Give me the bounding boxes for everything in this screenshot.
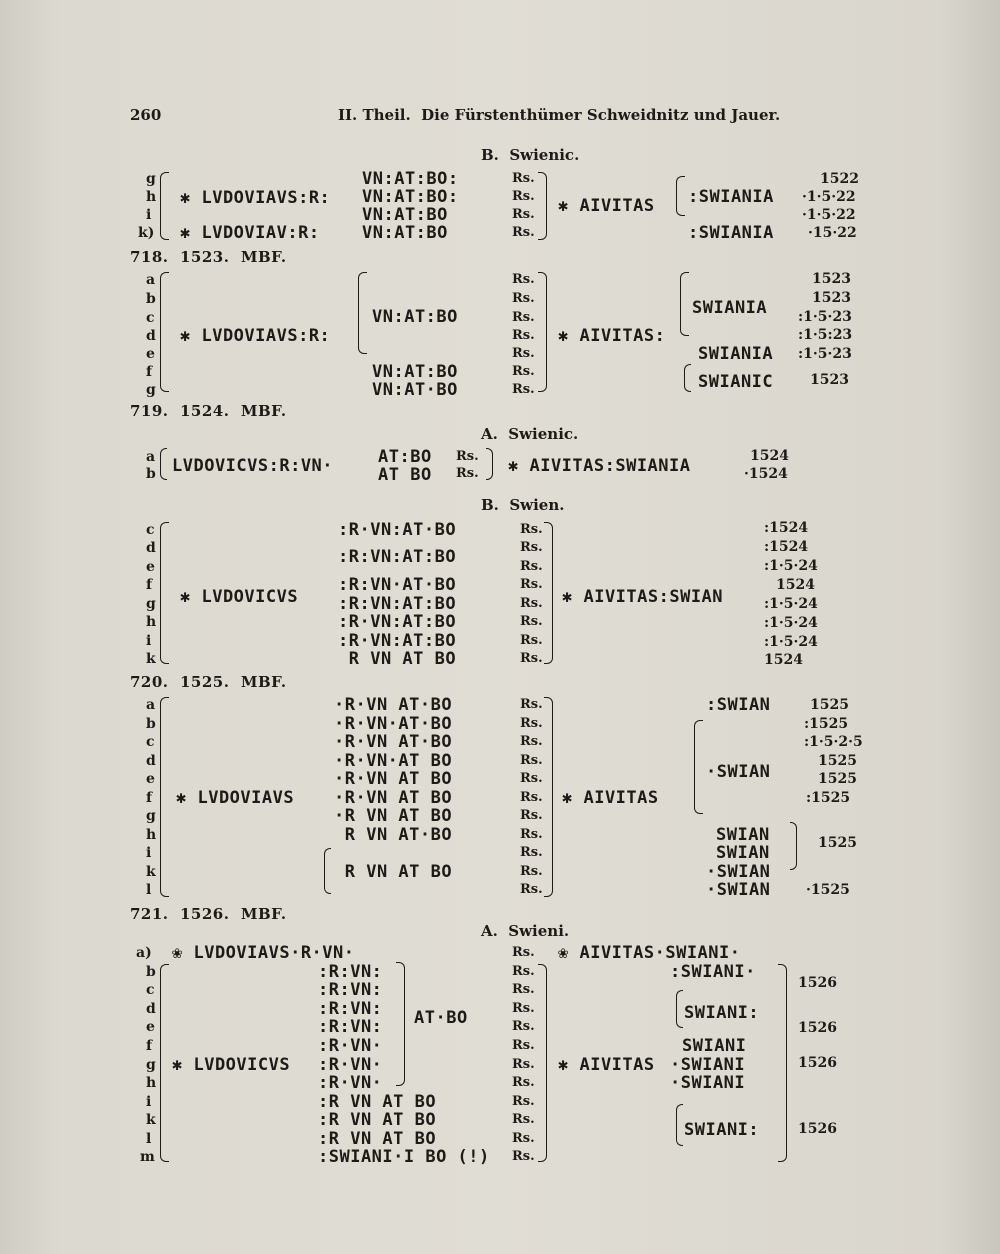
reverse-marker: Rs. — [512, 1149, 535, 1164]
reverse-marker: Rs. — [520, 651, 543, 666]
legend-text: :R:VN:AT:BO — [338, 547, 457, 567]
legend-text: ·SWIAN — [706, 762, 771, 782]
reverse-marker: Rs. — [512, 1038, 535, 1053]
date-reading: :1·5:23 — [798, 327, 853, 343]
date-reading: :1·5·24 — [764, 634, 818, 650]
reverse-marker: Rs. — [520, 882, 543, 897]
brace-left — [160, 697, 169, 897]
legend-text: ·SWIAN — [706, 862, 771, 882]
variant-letter: c — [146, 734, 155, 750]
date-reading: 1524 — [764, 652, 803, 668]
date-reading: ·1524 — [744, 466, 788, 482]
reverse-marker: Rs. — [512, 982, 535, 997]
legend-text: :R VN AT BO — [318, 1092, 437, 1112]
legend-text: ✱ AIVITAS — [558, 196, 655, 216]
legend-text: :SWIANIA — [688, 223, 774, 243]
reverse-marker: Rs. — [520, 716, 543, 731]
legend-text: AT:BO — [378, 447, 432, 467]
brace-right — [538, 172, 547, 240]
date-reading: 1522 — [820, 171, 859, 187]
reverse-marker: Rs. — [520, 808, 543, 823]
brace-right — [544, 697, 553, 897]
variant-letter: e — [146, 1019, 155, 1035]
date-reading: :1·5·23 — [798, 309, 852, 325]
legend-text: AT BO — [378, 465, 432, 485]
date-reading: :1·5·24 — [764, 615, 818, 631]
legend-text: R VN AT·BO — [334, 825, 453, 845]
variant-letter: i — [146, 207, 152, 223]
date-reading: :1·5·23 — [798, 346, 852, 362]
variant-letter: g — [146, 382, 156, 398]
legend-text: ✱ AIVITAS — [562, 788, 659, 808]
brace-right — [790, 822, 797, 870]
legend-text: :R VN AT BO — [318, 1129, 437, 1149]
variant-letter: a — [146, 449, 156, 465]
reverse-marker: Rs. — [512, 1001, 535, 1016]
legend-text: ·SWIAN — [706, 880, 771, 900]
variant-letter: c — [146, 522, 155, 538]
date-reading: :1·5·2·5 — [804, 734, 863, 750]
brace-left — [160, 172, 169, 240]
legend-text: :R:VN: — [318, 1017, 383, 1037]
legend-text: :R:VN:AT:BO — [338, 594, 457, 614]
reverse-marker: Rs. — [520, 577, 543, 592]
variant-letter: b — [146, 964, 156, 980]
reverse-marker: Rs. — [456, 449, 479, 464]
variant-letter: h — [146, 1075, 157, 1091]
legend-text: :R:VN: — [318, 999, 383, 1019]
variant-letter: m — [140, 1149, 155, 1165]
legend-text: :R·VN· — [318, 1055, 383, 1075]
date-reading: 1526 — [798, 1055, 837, 1071]
reverse-marker: Rs. — [520, 559, 543, 574]
reverse-marker: Rs. — [520, 633, 543, 648]
legend-text: VN:AT:BO — [362, 205, 448, 225]
reverse-marker: Rs. — [520, 697, 543, 712]
brace-left — [358, 272, 367, 354]
variant-letter: g — [146, 808, 156, 824]
brace-right — [396, 962, 405, 1086]
date-reading: 1524 — [750, 448, 789, 464]
reverse-marker: Rs. — [456, 466, 479, 481]
legend-text: ❀ LVDOVIAVS·R·VN· — [172, 943, 355, 963]
date-reading: 1524 — [776, 577, 815, 593]
date-reading: ·15·22 — [808, 225, 857, 241]
legend-text: :R VN AT BO — [318, 1110, 437, 1130]
legend-text: ·R VN AT BO — [334, 806, 453, 826]
legend-text: :SWIAN — [706, 695, 771, 715]
legend-text: VN:AT·BO — [372, 380, 458, 400]
variant-letter: e — [146, 346, 155, 362]
section-heading: 721. 1526. MBF. — [130, 905, 287, 923]
variant-letter: c — [146, 982, 155, 998]
variant-letter: k — [146, 864, 156, 880]
legend-text: ❀ AIVITAS·SWIANI· — [558, 943, 741, 963]
brace-left — [160, 522, 169, 664]
legend-text: :SWIANI· — [670, 962, 756, 982]
date-reading: 1526 — [798, 1121, 837, 1137]
legend-text: :R:VN·AT·BO — [338, 575, 457, 595]
brace-left — [676, 990, 683, 1028]
variant-letter: g — [146, 171, 156, 187]
variant-letter: k) — [138, 225, 155, 241]
reverse-marker: Rs. — [520, 522, 543, 537]
legend-text: ·R·VN AT BO — [334, 769, 453, 789]
running-title: II. Theil. Die Fürstenthümer Schweidnitz und Jauer. — [338, 106, 781, 124]
legend-text: ·R·VN AT BO — [334, 788, 453, 808]
legend-text: :R·VN· — [318, 1036, 383, 1056]
date-reading: 1523 — [812, 271, 851, 287]
reverse-marker: Rs. — [512, 1094, 535, 1109]
brace-left — [684, 364, 691, 392]
legend-text: LVDOVICVS:R:VN· — [172, 456, 334, 476]
variant-letter: f — [146, 577, 153, 593]
legend-text: ·R·VN AT·BO — [334, 695, 453, 715]
legend-text: :R:VN: — [318, 980, 383, 1000]
legend-text: VN:AT:BO — [372, 362, 458, 382]
reverse-marker: Rs. — [512, 189, 535, 204]
legend-text: ✱ LVDOVICVS — [172, 1055, 291, 1075]
legend-text: ✱ LVDOVIAVS — [176, 788, 295, 808]
reverse-marker: Rs. — [520, 790, 543, 805]
variant-letter: g — [146, 1057, 156, 1073]
legend-text: SWIANI: — [684, 1003, 760, 1023]
reverse-marker: Rs. — [512, 1075, 535, 1090]
legend-text: R VN AT BO — [338, 649, 457, 669]
variant-letter: k — [146, 651, 156, 667]
variant-letter: e — [146, 771, 155, 787]
reverse-marker: Rs. — [512, 310, 535, 325]
date-reading: :1525 — [806, 790, 851, 806]
variant-letter: h — [146, 189, 157, 205]
legend-text: ✱ AIVITAS:SWIANIA — [508, 456, 691, 476]
reverse-marker: Rs. — [512, 328, 535, 343]
page-number: 260 — [130, 106, 162, 124]
reverse-marker: Rs. — [512, 291, 535, 306]
variant-letter: f — [146, 790, 153, 806]
legend-text: :R·VN:AT·BO — [338, 520, 457, 540]
reverse-marker: Rs. — [512, 207, 535, 222]
legend-text: :SWIANIA — [688, 187, 774, 207]
legend-text: ·R·VN·AT·BO — [334, 714, 453, 734]
legend-text: ✱ AIVITAS:SWIAN — [562, 587, 724, 607]
legend-text: SWIANI — [682, 1036, 747, 1056]
variant-letter: a — [146, 272, 156, 288]
reverse-marker: Rs. — [520, 864, 543, 879]
legend-text: ✱ AIVITAS: — [558, 326, 666, 346]
variant-letter: l — [146, 882, 152, 898]
variant-letter: h — [146, 827, 157, 843]
legend-text: VN:AT:BO: — [362, 169, 459, 189]
date-reading: :1525 — [804, 716, 849, 732]
legend-text: ·SWIANI — [670, 1073, 746, 1093]
legend-text: VN:AT:BO — [362, 223, 448, 243]
variant-letter: g — [146, 596, 156, 612]
reverse-marker: Rs. — [512, 1019, 535, 1034]
subsection-heading: A. Swieni. — [481, 922, 570, 940]
legend-text: ·SWIANI — [670, 1055, 746, 1075]
variant-letter: d — [146, 328, 156, 344]
reverse-marker: Rs. — [520, 845, 543, 860]
reverse-marker: Rs. — [512, 1057, 535, 1072]
date-reading: :1524 — [764, 539, 809, 555]
date-reading: :1·5·24 — [764, 558, 818, 574]
legend-text: SWIAN — [716, 843, 770, 863]
variant-letter: i — [146, 1094, 152, 1110]
legend-text: ✱ AIVITAS — [558, 1055, 655, 1075]
reverse-marker: Rs. — [512, 964, 535, 979]
legend-text: ·R·VN AT·BO — [334, 732, 453, 752]
brace-left — [694, 720, 703, 814]
legend-text: AT·BO — [414, 1008, 468, 1028]
date-reading: 1525 — [818, 835, 857, 851]
brace-right — [538, 964, 547, 1162]
variant-letter: c — [146, 310, 155, 326]
brace-right — [486, 448, 493, 480]
reverse-marker: Rs. — [512, 945, 535, 960]
variant-letter: e — [146, 559, 155, 575]
reverse-marker: Rs. — [512, 1112, 535, 1127]
date-reading: 1525 — [818, 771, 857, 787]
reverse-marker: Rs. — [512, 364, 535, 379]
legend-text: VN:AT:BO: — [362, 187, 459, 207]
date-reading: 1525 — [818, 753, 857, 769]
subsection-heading: B. Swien. — [481, 496, 565, 514]
legend-text: :R:VN: — [318, 962, 383, 982]
legend-text: SWIANI: — [684, 1120, 760, 1140]
reverse-marker: Rs. — [520, 771, 543, 786]
legend-text: ✱ LVDOVIAV:R: — [180, 223, 320, 243]
reverse-marker: Rs. — [512, 225, 535, 240]
date-reading: 1523 — [812, 290, 851, 306]
date-reading: :1·5·24 — [764, 596, 818, 612]
variant-letter: i — [146, 633, 152, 649]
legend-text: R VN AT BO — [334, 862, 453, 882]
brace-left — [160, 964, 169, 1162]
variant-letter: i — [146, 845, 152, 861]
reverse-marker: Rs. — [520, 734, 543, 749]
legend-text: ✱ LVDOVIAVS:R: — [180, 188, 331, 208]
brace-left — [680, 272, 689, 336]
brace-left — [676, 1104, 683, 1146]
variant-letter: a — [146, 697, 156, 713]
subsection-heading: B. Swienic. — [481, 146, 580, 164]
reverse-marker: Rs. — [520, 614, 543, 629]
legend-text: ✱ LVDOVIAVS:R: — [180, 326, 331, 346]
brace-right — [778, 964, 787, 1162]
variant-letter: f — [146, 364, 153, 380]
variant-letter: b — [146, 466, 156, 482]
date-reading: ·1·5·22 — [802, 207, 856, 223]
brace-right — [538, 272, 547, 392]
legend-text: SWIANIA — [692, 298, 768, 318]
legend-text: ✱ LVDOVICVS — [180, 587, 299, 607]
variant-letter: d — [146, 1001, 156, 1017]
variant-letter: f — [146, 1038, 153, 1054]
variant-letter: d — [146, 753, 156, 769]
subsection-heading: A. Swienic. — [481, 425, 579, 443]
variant-letter: h — [146, 614, 157, 630]
variant-letter: b — [146, 716, 156, 732]
date-reading: 1526 — [798, 975, 837, 991]
date-reading: ·1·5·22 — [802, 189, 856, 205]
legend-text: SWIANIA — [698, 344, 774, 364]
reverse-marker: Rs. — [520, 827, 543, 842]
legend-text: VN:AT:BO — [372, 307, 458, 327]
variant-letter: a) — [136, 945, 152, 961]
reverse-marker: Rs. — [520, 540, 543, 555]
legend-text: SWIAN — [716, 825, 770, 845]
variant-letter: d — [146, 540, 156, 556]
date-reading: 1526 — [798, 1020, 837, 1036]
date-reading: ·1525 — [806, 882, 850, 898]
brace-left — [160, 272, 169, 392]
brace-right — [544, 522, 553, 664]
variant-letter: b — [146, 291, 156, 307]
section-heading: 720. 1525. MBF. — [130, 673, 287, 691]
legend-text: SWIANIC — [698, 372, 774, 392]
legend-text: :R·VN:AT:BO — [338, 631, 457, 651]
reverse-marker: Rs. — [512, 382, 535, 397]
variant-letter: k — [146, 1112, 156, 1128]
brace-left — [324, 848, 331, 894]
section-heading: 719. 1524. MBF. — [130, 402, 287, 420]
section-heading: 718. 1523. MBF. — [130, 248, 287, 266]
variant-letter: l — [146, 1131, 152, 1147]
legend-text: :R·VN:AT:BO — [338, 612, 457, 632]
reverse-marker: Rs. — [512, 1131, 535, 1146]
reverse-marker: Rs. — [520, 753, 543, 768]
reverse-marker: Rs. — [512, 272, 535, 287]
legend-text: :R·VN· — [318, 1073, 383, 1093]
reverse-marker: Rs. — [512, 346, 535, 361]
date-reading: 1525 — [810, 697, 849, 713]
date-reading: 1523 — [810, 372, 849, 388]
reverse-marker: Rs. — [512, 171, 535, 186]
brace-left — [160, 448, 167, 480]
reverse-marker: Rs. — [520, 596, 543, 611]
legend-text: ·R·VN·AT BO — [334, 751, 453, 771]
legend-text: :SWIANI·I BO (!) — [318, 1147, 490, 1167]
date-reading: :1524 — [764, 520, 809, 536]
brace-left — [676, 176, 685, 216]
